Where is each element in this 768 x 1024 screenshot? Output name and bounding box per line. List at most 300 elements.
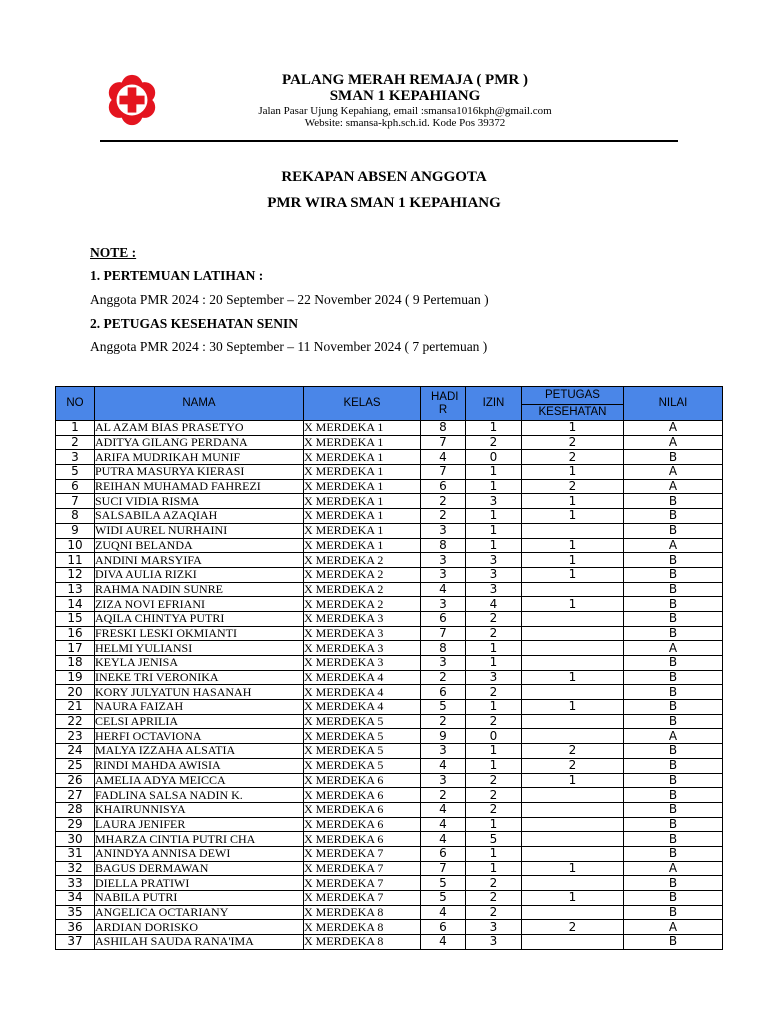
cell-izin: 1	[466, 744, 522, 759]
cell-hadir: 6	[421, 920, 466, 935]
cell-petugas	[522, 802, 624, 817]
note-heading: NOTE :	[90, 245, 137, 260]
cell-izin: 1	[466, 538, 522, 553]
cell-kelas: X MERDEKA 1	[304, 450, 421, 465]
table-row	[56, 773, 723, 788]
cell-izin: 1	[466, 758, 522, 773]
cell-izin: 1	[466, 465, 522, 480]
cell-petugas	[522, 817, 624, 832]
cell-nama: REIHAN MUHAMAD FAHREZI	[95, 479, 304, 494]
cell-no: 7	[56, 494, 95, 509]
cell-nilai: B	[624, 597, 723, 612]
cell-hadir: 4	[421, 832, 466, 847]
table-row	[56, 450, 723, 465]
cell-nama: HELMI YULIANSI	[95, 641, 304, 656]
cell-petugas	[522, 935, 624, 950]
cell-no: 34	[56, 891, 95, 906]
cell-kelas: X MERDEKA 7	[304, 891, 421, 906]
cell-kelas: X MERDEKA 5	[304, 744, 421, 759]
cell-nilai: B	[624, 935, 723, 950]
cell-izin: 1	[466, 817, 522, 832]
cell-nama: NAURA FAIZAH	[95, 700, 304, 715]
table-row	[56, 935, 723, 950]
col-header-izin: IZIN	[466, 387, 522, 421]
cell-kelas: X MERDEKA 5	[304, 758, 421, 773]
org-name: PALANG MERAH REMAJA ( PMR )	[282, 72, 528, 88]
cell-hadir: 4	[421, 450, 466, 465]
note-item-2-title: 2. PETUGAS KESEHATAN SENIN	[90, 316, 299, 331]
cell-no: 10	[56, 538, 95, 553]
table-row	[56, 670, 723, 685]
cell-no: 5	[56, 465, 95, 480]
cell-kelas: X MERDEKA 4	[304, 685, 421, 700]
cell-izin: 0	[466, 450, 522, 465]
col-header-hadir-text: HADI R	[431, 390, 459, 416]
cell-kelas: X MERDEKA 6	[304, 832, 421, 847]
cell-izin: 1	[466, 861, 522, 876]
cell-nama: KEYLA JENISA	[95, 656, 304, 671]
cell-hadir: 4	[421, 802, 466, 817]
cell-no: 6	[56, 479, 95, 494]
cell-nilai: B	[624, 700, 723, 715]
cell-no: 35	[56, 905, 95, 920]
cell-no: 20	[56, 685, 95, 700]
cell-nama: ZUQNI BELANDA	[95, 538, 304, 553]
cell-petugas: 2	[522, 435, 624, 450]
cell-nilai: A	[624, 641, 723, 656]
school-website: Website: smansa-kph.sch.id. Kode Pos 39372	[304, 117, 506, 129]
cell-izin: 2	[466, 435, 522, 450]
cell-no: 15	[56, 611, 95, 626]
cell-izin: 3	[466, 920, 522, 935]
cell-nama: LAURA JENIFER	[95, 817, 304, 832]
cell-nama: INEKE TRI VERONIKA	[95, 670, 304, 685]
cell-nama: ANDINI MARSYIFA	[95, 553, 304, 568]
cell-nilai: B	[624, 876, 723, 891]
cell-izin: 1	[466, 509, 522, 524]
col-header-nilai: NILAI	[624, 387, 723, 421]
cell-nama: MALYA IZZAHA ALSATIA	[95, 744, 304, 759]
school-address: Jalan Pasar Ujung Kepahiang, email :smansa1016kph@gmail.com	[258, 105, 552, 117]
cell-nilai: B	[624, 802, 723, 817]
cell-hadir: 6	[421, 846, 466, 861]
cell-hadir: 5	[421, 876, 466, 891]
cell-nilai: B	[624, 846, 723, 861]
cell-petugas	[522, 832, 624, 847]
cell-nama: AQILA CHINTYA PUTRI	[95, 611, 304, 626]
table-row	[56, 567, 723, 582]
cell-no: 32	[56, 861, 95, 876]
cell-no: 24	[56, 744, 95, 759]
cell-petugas	[522, 656, 624, 671]
cell-izin: 3	[466, 582, 522, 597]
cell-nama: RAHMA NADIN SUNRE	[95, 582, 304, 597]
cell-petugas	[522, 905, 624, 920]
cell-no: 37	[56, 935, 95, 950]
cell-nama: PUTRA MASURYA KIERASI	[95, 465, 304, 480]
cell-kelas: X MERDEKA 1	[304, 538, 421, 553]
cell-petugas: 1	[522, 509, 624, 524]
table-row	[56, 641, 723, 656]
cell-kelas: X MERDEKA 2	[304, 567, 421, 582]
cell-hadir: 2	[421, 494, 466, 509]
cell-izin: 1	[466, 641, 522, 656]
table-row	[56, 905, 723, 920]
cell-kelas: X MERDEKA 8	[304, 935, 421, 950]
cell-hadir: 8	[421, 421, 466, 436]
cell-no: 2	[56, 435, 95, 450]
table-row	[56, 744, 723, 759]
cell-hadir: 3	[421, 773, 466, 788]
cell-nama: ZIZA NOVI EFRIANI	[95, 597, 304, 612]
cell-nilai: B	[624, 494, 723, 509]
cell-petugas	[522, 685, 624, 700]
cell-izin: 3	[466, 494, 522, 509]
cell-petugas	[522, 788, 624, 803]
cell-nilai: B	[624, 758, 723, 773]
cell-izin: 1	[466, 479, 522, 494]
cell-kelas: X MERDEKA 6	[304, 773, 421, 788]
cell-kelas: X MERDEKA 7	[304, 846, 421, 861]
cell-no: 13	[56, 582, 95, 597]
cell-hadir: 2	[421, 509, 466, 524]
table-row	[56, 758, 723, 773]
cell-nilai: B	[624, 891, 723, 906]
cell-hadir: 5	[421, 891, 466, 906]
cell-petugas: 2	[522, 744, 624, 759]
cell-no: 30	[56, 832, 95, 847]
cell-no: 33	[56, 876, 95, 891]
cell-izin: 2	[466, 788, 522, 803]
cell-no: 19	[56, 670, 95, 685]
cell-nama: DIELLA PRATIWI	[95, 876, 304, 891]
cell-izin: 2	[466, 773, 522, 788]
cell-izin: 1	[466, 421, 522, 436]
cell-no: 26	[56, 773, 95, 788]
cell-kelas: X MERDEKA 1	[304, 435, 421, 450]
cell-no: 18	[56, 656, 95, 671]
cell-no: 8	[56, 509, 95, 524]
cell-nama: NABILA PUTRI	[95, 891, 304, 906]
note-item-2-detail: Anggota PMR 2024 : 30 September – 11 November 2024 ( 7 pertemuan )	[90, 339, 488, 354]
cell-nama: SUCI VIDIA RISMA	[95, 494, 304, 509]
cell-hadir: 2	[421, 788, 466, 803]
cell-hadir: 3	[421, 656, 466, 671]
cell-hadir: 3	[421, 597, 466, 612]
table-row	[56, 465, 723, 480]
cell-no: 22	[56, 714, 95, 729]
cell-petugas	[522, 876, 624, 891]
cell-kelas: X MERDEKA 8	[304, 905, 421, 920]
cell-petugas	[522, 729, 624, 744]
cell-hadir: 3	[421, 567, 466, 582]
cell-hadir: 3	[421, 744, 466, 759]
cell-izin: 2	[466, 611, 522, 626]
col-header-kelas: KELAS	[304, 387, 421, 421]
cell-nilai: B	[624, 714, 723, 729]
table-row	[56, 523, 723, 538]
cell-nama: KHAIRUNNISYA	[95, 802, 304, 817]
cell-nama: ADITYA GILANG PERDANA	[95, 435, 304, 450]
cell-izin: 4	[466, 597, 522, 612]
cell-petugas: 2	[522, 920, 624, 935]
cell-nilai: B	[624, 450, 723, 465]
table-row	[56, 685, 723, 700]
cell-petugas	[522, 611, 624, 626]
cell-no: 28	[56, 802, 95, 817]
cell-kelas: X MERDEKA 2	[304, 553, 421, 568]
cell-no: 31	[56, 846, 95, 861]
cell-hadir: 5	[421, 700, 466, 715]
cell-nama: AMELIA ADYA MEICCA	[95, 773, 304, 788]
school-name: SMAN 1 KEPAHIANG	[329, 88, 481, 104]
cell-kelas: X MERDEKA 6	[304, 802, 421, 817]
cell-kelas: X MERDEKA 1	[304, 421, 421, 436]
cell-nama: ARIFA MUDRIKAH MUNIF	[95, 450, 304, 465]
cell-izin: 3	[466, 567, 522, 582]
table-row	[56, 626, 723, 641]
cell-izin: 1	[466, 523, 522, 538]
cell-no: 36	[56, 920, 95, 935]
cell-no: 25	[56, 758, 95, 773]
cell-nama: AL AZAM BIAS PRASETYO	[95, 421, 304, 436]
cell-petugas: 1	[522, 421, 624, 436]
cell-kelas: X MERDEKA 6	[304, 788, 421, 803]
col-header-hadir	[421, 387, 466, 421]
cell-hadir: 4	[421, 905, 466, 920]
table-row	[56, 479, 723, 494]
cell-nilai: A	[624, 479, 723, 494]
cell-petugas	[522, 641, 624, 656]
cell-hadir: 4	[421, 582, 466, 597]
cell-kelas: X MERDEKA 1	[304, 509, 421, 524]
cell-hadir: 4	[421, 935, 466, 950]
cell-petugas: 1	[522, 567, 624, 582]
cell-izin: 3	[466, 670, 522, 685]
cell-no: 1	[56, 421, 95, 436]
cell-no: 9	[56, 523, 95, 538]
table-row	[56, 714, 723, 729]
cell-izin: 3	[466, 935, 522, 950]
table-row	[56, 435, 723, 450]
cell-hadir: 6	[421, 611, 466, 626]
cell-kelas: X MERDEKA 8	[304, 920, 421, 935]
cell-izin: 2	[466, 876, 522, 891]
table-row	[56, 509, 723, 524]
cell-hadir: 7	[421, 626, 466, 641]
table-row	[56, 494, 723, 509]
cell-kelas: X MERDEKA 7	[304, 861, 421, 876]
col-header-kesehatan: KESEHATAN	[522, 405, 624, 421]
table-row	[56, 582, 723, 597]
cell-petugas: 1	[522, 861, 624, 876]
cell-no: 17	[56, 641, 95, 656]
col-header-petugas: PETUGAS	[522, 387, 624, 405]
cell-hadir: 8	[421, 641, 466, 656]
cell-hadir: 7	[421, 465, 466, 480]
cell-nama: ARDIAN DORISKO	[95, 920, 304, 935]
cell-no: 21	[56, 700, 95, 715]
table-row	[56, 832, 723, 847]
cell-petugas: 1	[522, 494, 624, 509]
cell-kelas: X MERDEKA 1	[304, 479, 421, 494]
cell-petugas: 2	[522, 450, 624, 465]
col-header-no: NO	[56, 387, 95, 421]
cell-kelas: X MERDEKA 1	[304, 465, 421, 480]
cell-izin: 2	[466, 905, 522, 920]
cell-kelas: X MERDEKA 3	[304, 611, 421, 626]
cell-hadir: 3	[421, 523, 466, 538]
cell-izin: 2	[466, 714, 522, 729]
table-row	[56, 611, 723, 626]
cell-nilai: B	[624, 582, 723, 597]
cell-nilai: A	[624, 861, 723, 876]
cell-nilai: A	[624, 729, 723, 744]
cell-hadir: 4	[421, 758, 466, 773]
cell-no: 16	[56, 626, 95, 641]
cell-hadir: 6	[421, 479, 466, 494]
cell-nama: MHARZA CINTIA PUTRI CHA	[95, 832, 304, 847]
cell-petugas: 2	[522, 758, 624, 773]
cell-izin: 3	[466, 553, 522, 568]
cell-nama: DIVA AULIA RIZKI	[95, 567, 304, 582]
cell-nilai: B	[624, 567, 723, 582]
cell-nilai: B	[624, 744, 723, 759]
table-row	[56, 656, 723, 671]
cell-no: 23	[56, 729, 95, 744]
table-row	[56, 920, 723, 935]
cell-no: 27	[56, 788, 95, 803]
cell-kelas: X MERDEKA 1	[304, 523, 421, 538]
cell-nilai: B	[624, 553, 723, 568]
cell-nilai: A	[624, 421, 723, 436]
cell-hadir: 9	[421, 729, 466, 744]
cell-kelas: X MERDEKA 7	[304, 876, 421, 891]
col-header-nama: NAMA	[95, 387, 304, 421]
cell-nama: FRESKI LESKI OKMIANTI	[95, 626, 304, 641]
cell-hadir: 6	[421, 685, 466, 700]
cell-izin: 1	[466, 700, 522, 715]
cell-nama: ANGELICA OCTARIANY	[95, 905, 304, 920]
table-row	[56, 802, 723, 817]
cell-nilai: B	[624, 685, 723, 700]
cell-hadir: 3	[421, 553, 466, 568]
cell-nilai: A	[624, 465, 723, 480]
table-row	[56, 846, 723, 861]
cell-nama: HERFI OCTAVIONA	[95, 729, 304, 744]
cell-petugas: 1	[522, 597, 624, 612]
table-row	[56, 861, 723, 876]
cell-kelas: X MERDEKA 4	[304, 670, 421, 685]
table-row	[56, 421, 723, 436]
cell-kelas: X MERDEKA 3	[304, 656, 421, 671]
cell-kelas: X MERDEKA 3	[304, 626, 421, 641]
cell-petugas: 1	[522, 553, 624, 568]
cell-nama: RINDI MAHDA AWISIA	[95, 758, 304, 773]
cell-nilai: B	[624, 788, 723, 803]
table-row	[56, 538, 723, 553]
cell-no: 12	[56, 567, 95, 582]
cell-petugas: 1	[522, 891, 624, 906]
cell-nama: BAGUS DERMAWAN	[95, 861, 304, 876]
note-item-1-detail: Anggota PMR 2024 : 20 September – 22 November 2024 ( 9 Pertemuan )	[90, 292, 489, 307]
cell-kelas: X MERDEKA 1	[304, 494, 421, 509]
cell-kelas: X MERDEKA 5	[304, 729, 421, 744]
cell-nilai: B	[624, 773, 723, 788]
cell-no: 3	[56, 450, 95, 465]
cell-nama: WIDI AUREL NURHAINI	[95, 523, 304, 538]
cell-kelas: X MERDEKA 2	[304, 582, 421, 597]
document-subtitle: PMR WIRA SMAN 1 KEPAHIANG	[267, 195, 501, 211]
cell-izin: 1	[466, 656, 522, 671]
table-row	[56, 729, 723, 744]
cell-no: 29	[56, 817, 95, 832]
cell-no: 11	[56, 553, 95, 568]
cell-izin: 2	[466, 891, 522, 906]
cell-nilai: B	[624, 509, 723, 524]
cell-kelas: X MERDEKA 3	[304, 641, 421, 656]
cell-izin: 0	[466, 729, 522, 744]
table-row	[56, 817, 723, 832]
cell-nama: CELSI APRILIA	[95, 714, 304, 729]
cell-hadir: 8	[421, 538, 466, 553]
cell-nilai: B	[624, 817, 723, 832]
cell-hadir: 4	[421, 817, 466, 832]
cell-izin: 2	[466, 802, 522, 817]
cell-nilai: B	[624, 611, 723, 626]
cell-nilai: A	[624, 920, 723, 935]
cell-petugas: 1	[522, 700, 624, 715]
cell-petugas: 1	[522, 465, 624, 480]
table-row	[56, 788, 723, 803]
cell-petugas	[522, 714, 624, 729]
cell-kelas: X MERDEKA 5	[304, 714, 421, 729]
note-item-1-title: 1. PERTEMUAN LATIHAN :	[90, 268, 264, 283]
cell-petugas: 1	[522, 773, 624, 788]
cell-kelas: X MERDEKA 2	[304, 597, 421, 612]
cell-nama: SALSABILA AZAQIAH	[95, 509, 304, 524]
cell-izin: 2	[466, 626, 522, 641]
table-row	[56, 891, 723, 906]
cell-petugas: 1	[522, 538, 624, 553]
cell-petugas	[522, 846, 624, 861]
table-row	[56, 700, 723, 715]
cell-hadir: 7	[421, 435, 466, 450]
cell-kelas: X MERDEKA 6	[304, 817, 421, 832]
table-row	[56, 553, 723, 568]
attendance-table	[55, 386, 723, 950]
cell-nama: KORY JULYATUN HASANAH	[95, 685, 304, 700]
cell-nilai: B	[624, 626, 723, 641]
cell-no: 14	[56, 597, 95, 612]
cell-nilai: B	[624, 523, 723, 538]
cell-petugas	[522, 582, 624, 597]
cell-izin: 1	[466, 846, 522, 861]
cell-petugas: 2	[522, 479, 624, 494]
cell-nilai: B	[624, 905, 723, 920]
cell-nilai: B	[624, 656, 723, 671]
cell-nama: ANINDYA ANNISA DEWI	[95, 846, 304, 861]
table-row	[56, 597, 723, 612]
cell-petugas	[522, 626, 624, 641]
cell-nilai: A	[624, 538, 723, 553]
cell-petugas	[522, 523, 624, 538]
cell-nama: ASHILAH SAUDA RANA'IMA	[95, 935, 304, 950]
cell-hadir: 7	[421, 861, 466, 876]
cell-izin: 2	[466, 685, 522, 700]
cell-nilai: B	[624, 832, 723, 847]
cell-nilai: A	[624, 435, 723, 450]
